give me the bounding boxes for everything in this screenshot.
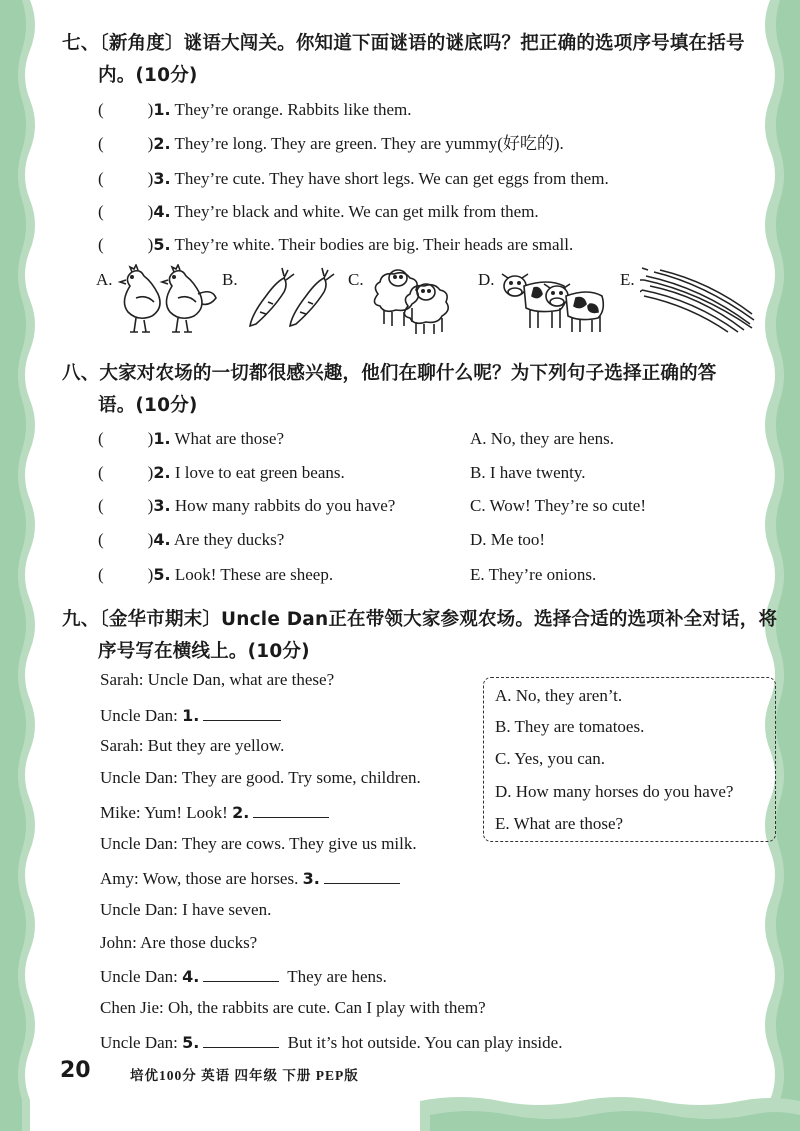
bottom-border-decoration bbox=[0, 1071, 800, 1131]
sheep-icon bbox=[368, 264, 458, 336]
match-item-5: ( )5. Look! These are sheep. bbox=[98, 565, 334, 584]
option-a: A. No, they aren’t. bbox=[495, 686, 623, 705]
option-e: E. What are those? bbox=[495, 814, 624, 833]
blank-3[interactable] bbox=[324, 865, 400, 884]
carrots-icon bbox=[244, 264, 336, 330]
option-b: B. They are tomatoes. bbox=[495, 717, 645, 736]
page-number: 20 bbox=[60, 1058, 91, 1083]
footer-text: 培优100分 英语 四年级 下册 PEP版 bbox=[130, 1068, 359, 1083]
blank-1[interactable] bbox=[203, 702, 281, 721]
answer-item-d: D. Me too! bbox=[470, 530, 546, 549]
picture-label-c: C. bbox=[348, 270, 364, 289]
riddle-item-3: ( )3. They’re cute. They have short legs. We can get eggs from them. bbox=[98, 169, 609, 188]
green-beans-icon bbox=[640, 266, 756, 336]
match-item-3: ( )3. How many rabbits do you have? bbox=[98, 496, 396, 515]
match-item-1: ( )1. What are those? bbox=[98, 429, 285, 448]
riddle-item-4: ( )4. They’re black and white. We can get milk from them. bbox=[98, 202, 539, 221]
section-7-title: 七、〔新角度〕谜语大闯关。你知道下面谜语的谜底吗？把正确的选项序号填在括号 内。(10分) bbox=[62, 33, 745, 86]
picture-label-d: D. bbox=[478, 270, 495, 289]
answer-item-b: B. I have twenty. bbox=[470, 463, 586, 482]
answer-item-e: E. They’re onions. bbox=[470, 565, 597, 584]
answer-item-a: A. No, they are hens. bbox=[470, 429, 614, 448]
option-c: C. Yes, you can. bbox=[495, 749, 606, 768]
match-item-4: ( )4. Are they ducks? bbox=[98, 530, 285, 549]
dialogue-line-2: Uncle Dan: 1. bbox=[100, 702, 285, 728]
riddle-item-1: ( )1. They’re orange. Rabbits like them. bbox=[98, 100, 412, 119]
riddle-item-2: ( )2. They’re long. They are green. They are yummy(好吃的). bbox=[98, 134, 564, 153]
blank-4[interactable] bbox=[203, 963, 279, 982]
match-item-2: ( )2. I love to eat green beans. bbox=[98, 463, 345, 482]
dialogue-line-1: Sarah: Uncle Dan, what are these? bbox=[100, 670, 335, 689]
section-9-title: 九、〔金华市期末〕Uncle Dan正在带领大家参观农场。选择合适的选项补全对话，将 序号写在横线上。(10分) bbox=[62, 609, 778, 662]
left-border-decoration bbox=[0, 0, 46, 1131]
dialogue-line-5: Mike: Yum! Look! 2. bbox=[100, 799, 333, 825]
dialogue-line-7: Amy: Wow, those are horses. 3. bbox=[100, 865, 404, 891]
dialogue-line-4: Uncle Dan: They are good. Try some, children. bbox=[100, 768, 421, 787]
dialogue-line-12: Uncle Dan: 5. But it’s hot outside. You can play inside. bbox=[100, 1029, 562, 1055]
dialogue-line-8: Uncle Dan: I have seven. bbox=[100, 900, 272, 919]
picture-label-a: A. bbox=[96, 270, 113, 289]
dialogue-line-6: Uncle Dan: They are cows. They give us milk. bbox=[100, 834, 417, 853]
riddle-item-5: ( )5. They’re white. Their bodies are big. Their heads are small. bbox=[98, 235, 574, 254]
blank-2[interactable] bbox=[253, 799, 329, 818]
cows-icon bbox=[498, 264, 608, 336]
blank-5[interactable] bbox=[203, 1029, 279, 1048]
dialogue-line-10: Uncle Dan: 4. They are hens. bbox=[100, 963, 387, 989]
dialogue-line-9: John: Are those ducks? bbox=[100, 933, 258, 952]
hens-icon bbox=[118, 264, 222, 336]
picture-label-b: B. bbox=[222, 270, 238, 289]
picture-label-e: E. bbox=[620, 270, 635, 289]
answer-item-c: C. Wow! They’re so cute! bbox=[470, 496, 646, 515]
section-8-title: 八、大家对农场的一切都很感兴趣，他们在聊什么呢？为下列句子选择正确的答 语。(10分) bbox=[62, 363, 717, 416]
option-d: D. How many horses do you have? bbox=[495, 782, 734, 801]
dialogue-line-11: Chen Jie: Oh, the rabbits are cute. Can I play with them? bbox=[100, 998, 486, 1017]
right-border-decoration bbox=[754, 0, 800, 1131]
dialogue-line-3: Sarah: But they are yellow. bbox=[100, 736, 285, 755]
